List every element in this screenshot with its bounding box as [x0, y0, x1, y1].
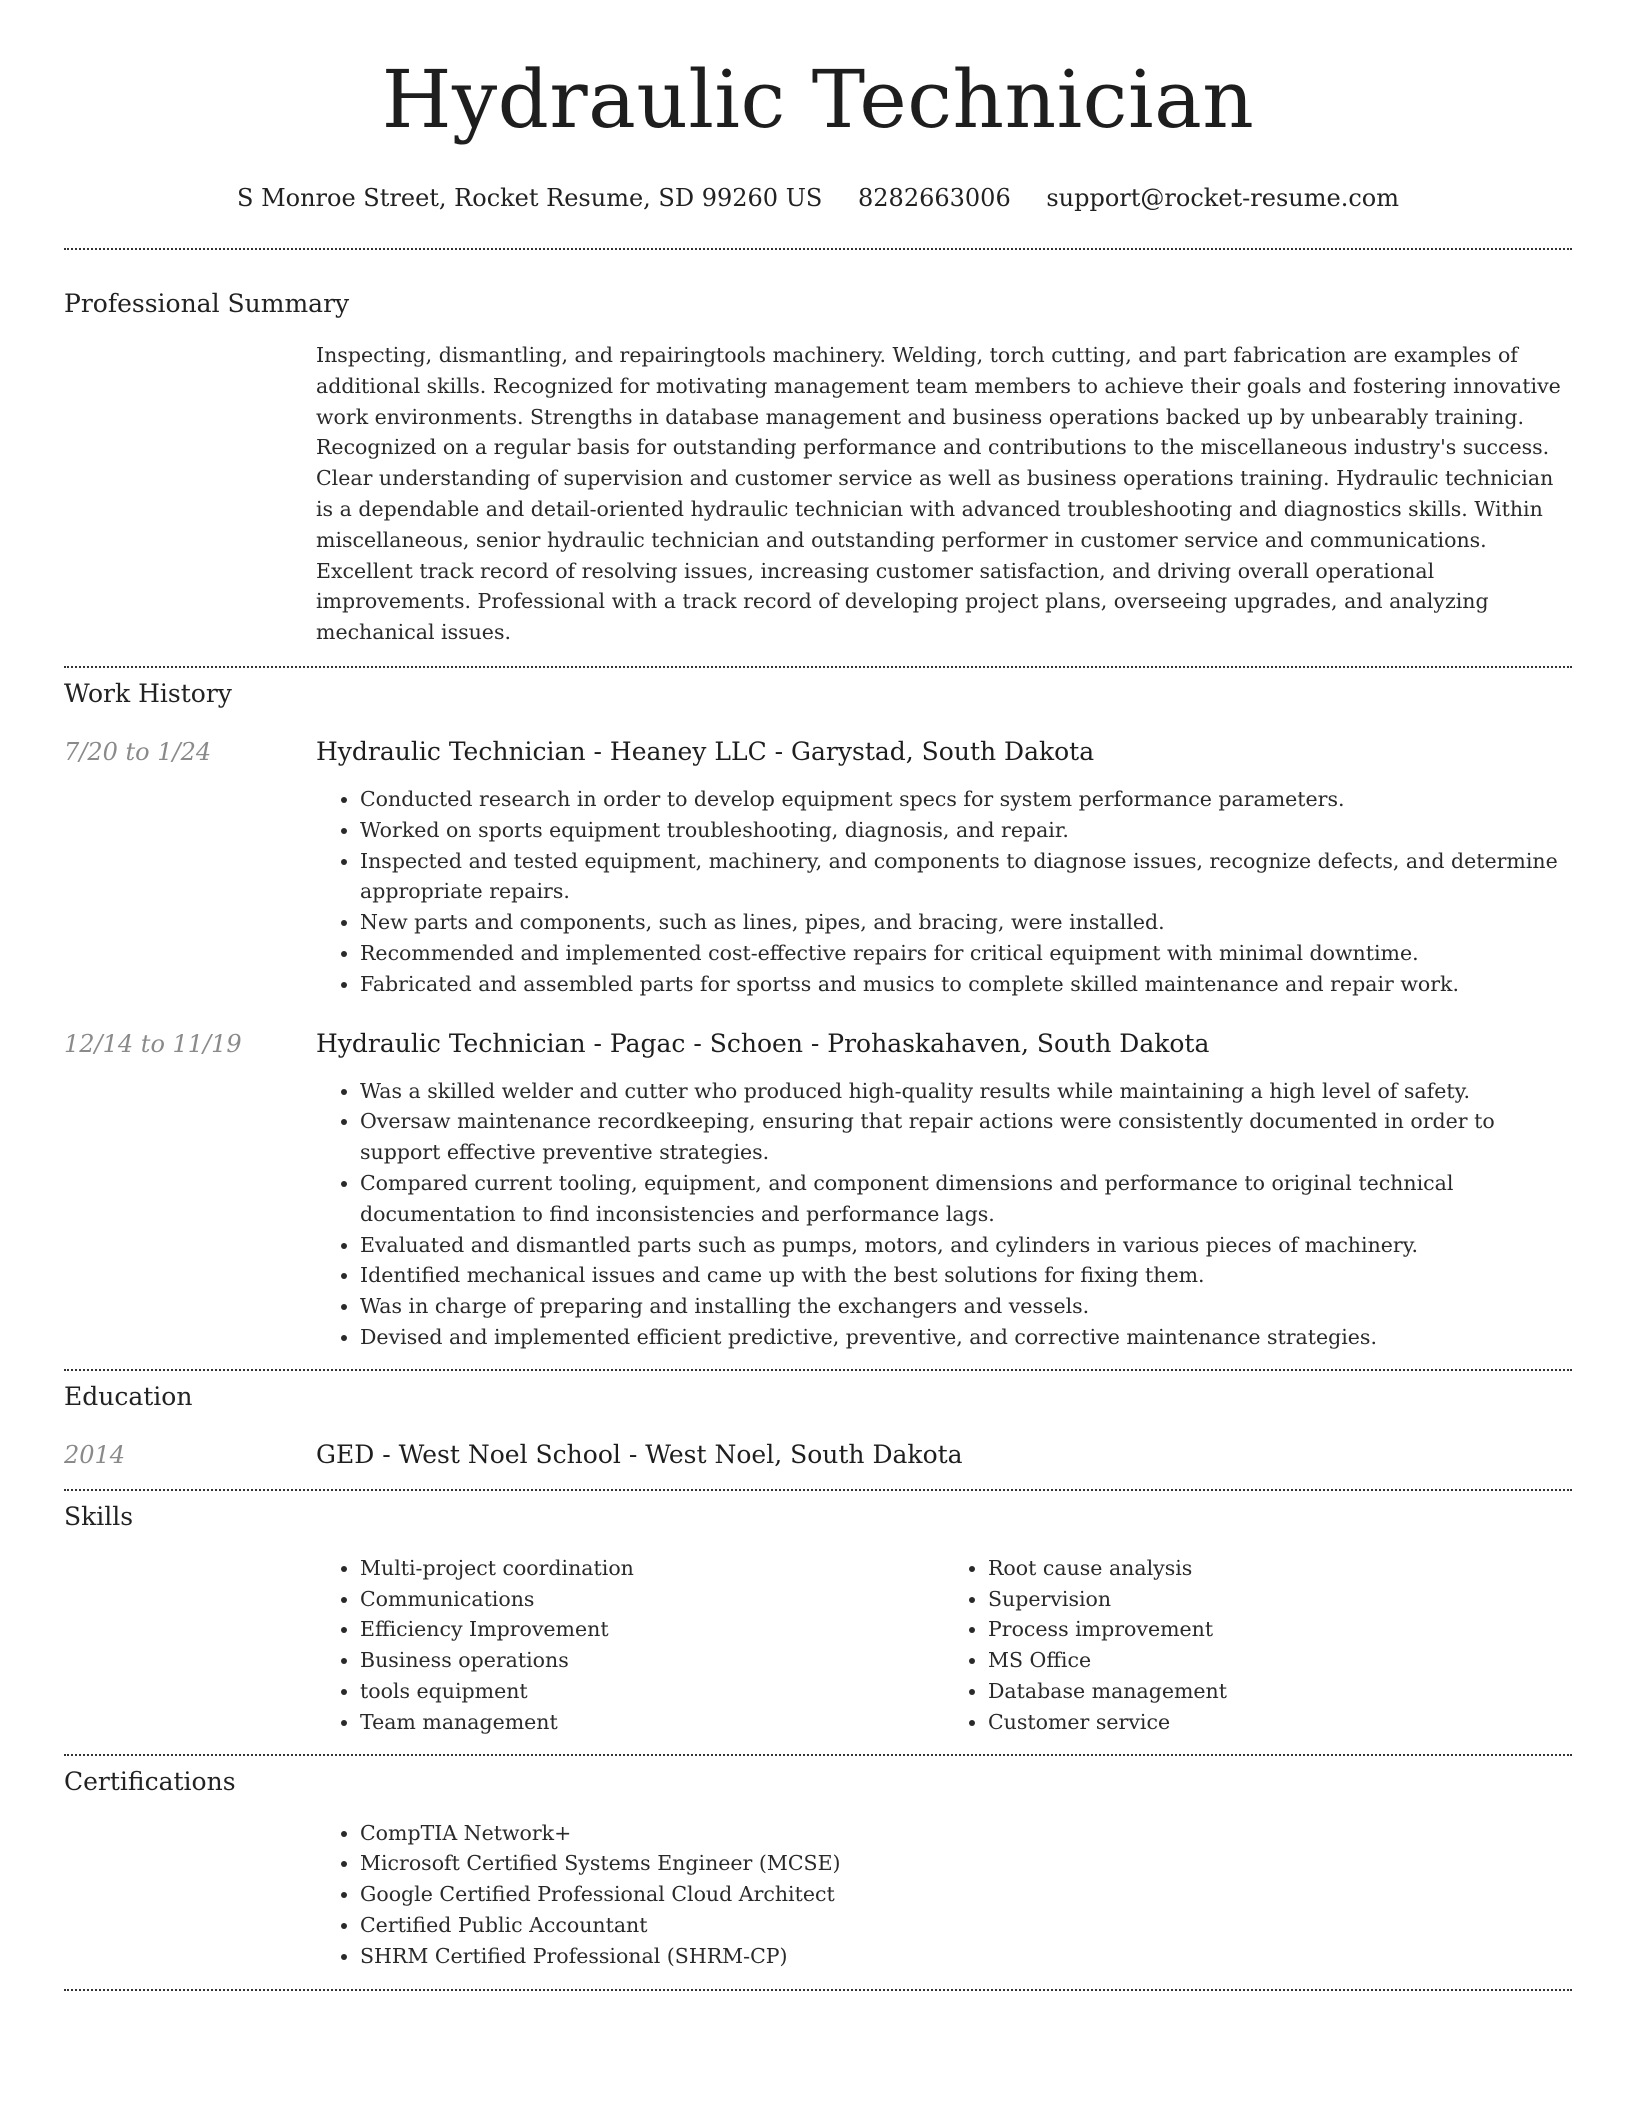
- section-divider: [64, 248, 1572, 250]
- list-item: • New parts and components, such as lines, pipes, and bracing, were installed.: [360, 907, 1572, 938]
- job-dates: 7/20 to 1/24: [64, 737, 212, 766]
- list-item: • Compared current tooling, equipment, and component dimensions and performance to original technical documentation to find inconsistencies and performance lags.: [360, 1168, 1572, 1230]
- job-bullets: [316, 1076, 1572, 1353]
- list-item: • Evaluated and dismantled parts such as pumps, motors, and cylinders in various pieces of machinery.: [360, 1230, 1572, 1261]
- list-item: • Business operations: [360, 1645, 944, 1676]
- list-item: • CompTIA Network+: [360, 1818, 1572, 1849]
- education-entry: [64, 1439, 1572, 1471]
- certifications-list: [316, 1818, 1572, 1972]
- skills-section: [64, 1501, 1572, 1738]
- list-item: • Recommended and implemented cost-effective repairs for critical equipment with minimal downtime.: [360, 938, 1572, 969]
- list-item: • Team management: [360, 1707, 944, 1738]
- list-item: • Multi-project coordination: [360, 1553, 944, 1584]
- list-item: • Was a skilled welder and cutter who produced high-quality results while maintaining a high level of safety.: [360, 1076, 1572, 1107]
- summary-text: Inspecting, dismantling, and repairingtools machinery. Welding, torch cutting, and part fabrication are examples of additional skills. Recognized for motivating management team members to achieve their goals and fostering innovative work environments. Strengths in database management and business operations backed up by unbearably training. Recognized on a regular basis for outstanding performance and contributions to the miscellaneous industry's success. Clear understanding of supervision and customer service as well as business operations training. Hydraulic technician is a dependable and detail-oriented hydraulic technician with advanced troubleshooting and diagnostics skills. Within miscellaneous, senior hydraulic technician and outstanding performer in customer service and communications. Excellent track record of resolving issues, increasing customer satisfaction, and driving overall operational improvements. Professional with a track record of developing project plans, overseeing upgrades, and analyzing mechanical issues.: [316, 343, 1561, 645]
- job-entry: [64, 1028, 1572, 1353]
- list-item: • Was in charge of preparing and installing the exchangers and vessels.: [360, 1291, 1572, 1322]
- contact-phone: 8282663006: [858, 184, 1011, 212]
- list-item: • Supervision: [988, 1584, 1572, 1615]
- list-item: • Worked on sports equipment troubleshooting, diagnosis, and repair.: [360, 815, 1572, 846]
- list-item: • Identified mechanical issues and came up with the best solutions for fixing them.: [360, 1260, 1572, 1291]
- summary-section: [64, 288, 1572, 648]
- list-item: • Customer service: [988, 1707, 1572, 1738]
- list-item: • MS Office: [988, 1645, 1572, 1676]
- job-dates: 12/14 to 11/19: [64, 1029, 242, 1058]
- contact-address: S Monroe Street, Rocket Resume, SD 99260 US: [237, 184, 823, 212]
- contact-line: [64, 182, 1572, 214]
- skills-heading: Skills: [64, 1501, 134, 1531]
- education-section: [64, 1381, 1572, 1471]
- list-item: • Certified Public Accountant: [360, 1910, 1572, 1941]
- list-item: • Database management: [988, 1676, 1572, 1707]
- list-item: • Efficiency Improvement: [360, 1614, 944, 1645]
- resume-page: [64, 0, 1572, 1991]
- list-item: • Oversaw maintenance recordkeeping, ensuring that repair actions were consistently documented in order to support effective preventive strategies.: [360, 1106, 1572, 1168]
- list-item: • tools equipment: [360, 1676, 944, 1707]
- list-item: • Conducted research in order to develop equipment specs for system performance parameters.: [360, 784, 1572, 815]
- list-item: • Microsoft Certified Systems Engineer (MCSE): [360, 1848, 1572, 1879]
- skills-list-right: [944, 1553, 1572, 1738]
- work-history-section: [64, 678, 1572, 1353]
- list-item: • Google Certified Professional Cloud Architect: [360, 1879, 1572, 1910]
- job-entry: [64, 736, 1572, 1000]
- resume-title: Hydraulic Technician: [381, 53, 1255, 146]
- section-divider: [64, 1369, 1572, 1371]
- skills-columns: [316, 1553, 1572, 1738]
- certifications-section: [64, 1766, 1572, 1972]
- skills-list-left: [316, 1553, 944, 1738]
- job-bullets: [316, 784, 1572, 1000]
- job-title: Hydraulic Technician - Pagac - Schoen - Prohaskahaven, South Dakota: [316, 1028, 1210, 1058]
- list-item: • Inspected and tested equipment, machinery, and components to diagnose issues, recognize defects, and determine appropriate repairs.: [360, 846, 1572, 908]
- education-heading: Education: [64, 1381, 193, 1411]
- section-divider: [64, 1754, 1572, 1756]
- list-item: • Devised and implemented efficient predictive, preventive, and corrective maintenance strategies.: [360, 1322, 1572, 1353]
- work-history-heading: Work History: [64, 678, 232, 708]
- job-title: Hydraulic Technician - Heaney LLC - Garystad, South Dakota: [316, 736, 1095, 766]
- education-dates: 2014: [64, 1440, 126, 1469]
- list-item: • Root cause analysis: [988, 1553, 1572, 1584]
- certifications-heading: Certifications: [64, 1766, 236, 1796]
- education-title: GED - West Noel School - West Noel, South Dakota: [316, 1439, 963, 1469]
- section-divider: [64, 666, 1572, 668]
- list-item: • Fabricated and assembled parts for sportss and musics to complete skilled maintenance and repair work.: [360, 969, 1572, 1000]
- list-item: • Process improvement: [988, 1614, 1572, 1645]
- list-item: • SHRM Certified Professional (SHRM-CP): [360, 1941, 1572, 1972]
- list-item: • Communications: [360, 1584, 944, 1615]
- section-divider: [64, 1989, 1572, 1991]
- summary-heading: Professional Summary: [64, 289, 350, 318]
- contact-email: support@rocket-resume.com: [1046, 184, 1399, 212]
- section-divider: [64, 1489, 1572, 1491]
